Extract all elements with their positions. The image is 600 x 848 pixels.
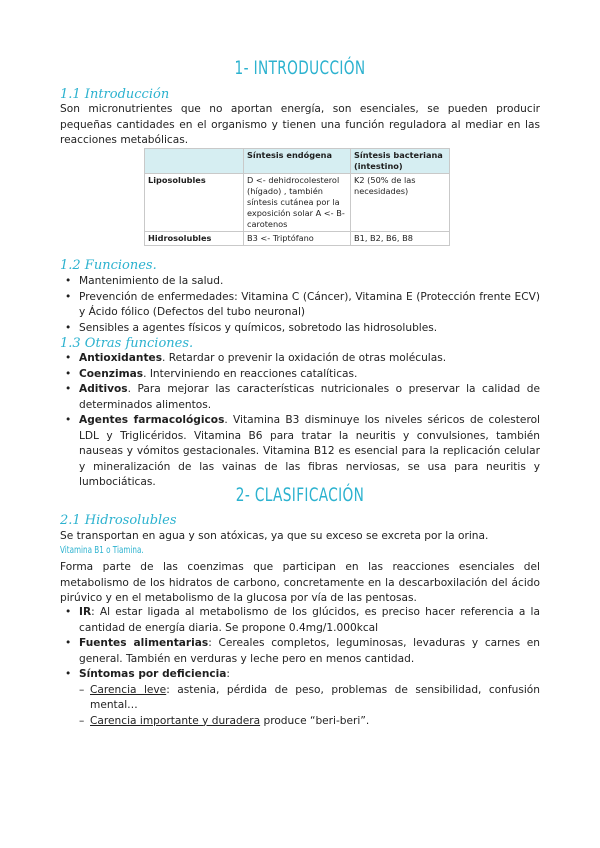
item-text: : astenia, pérdida de peso, problemas de sensibilidad, confusión mental…	[90, 683, 540, 711]
table-header-cell: Síntesis endógena	[244, 149, 351, 174]
item-term: Aditivos	[79, 383, 128, 395]
table-header-cell	[145, 149, 244, 174]
item-text: :	[226, 668, 230, 680]
table-row	[145, 174, 450, 232]
functions-heading: 1.2 Funciones.	[60, 258, 157, 273]
intro-heading: 1.1 Introducción	[60, 87, 170, 102]
hydrosoluble-heading: 2.1 Hidrosolubles	[60, 513, 177, 528]
other-functions-list	[60, 351, 540, 491]
sublist-item	[79, 714, 540, 730]
list-item	[60, 636, 540, 667]
section-2-title: 2- CLASIFICACIÓN	[235, 484, 365, 506]
table-cell: Hidrosolubles	[145, 232, 244, 246]
item-term: Coenzimas	[79, 367, 144, 380]
deficiency-sublist	[79, 683, 540, 730]
vitamin-b1-heading: Vitamina B1 o Tiamina.	[60, 545, 144, 556]
item-term: Antioxidantes	[79, 352, 163, 364]
item-term: Carencia importante y duradera	[90, 714, 261, 727]
hydrosoluble-paragraph: Se transportan en agua y son atóxicas, ya que su exceso se excreta por la orina.	[60, 530, 489, 542]
table-cell: B3 <- Triptófano	[244, 232, 351, 246]
item-term: Carencia leve	[90, 683, 167, 696]
intro-paragraph: Son micronutrientes que no aportan energía, son esenciales, se pueden producir pequeñas cantidades en el organismo y tienen una función reguladora al mediar en las reacciones metabólicas.	[60, 103, 540, 146]
item-text: . Interviniendo en reacciones catalíticas.	[143, 367, 358, 380]
list-item	[60, 667, 540, 729]
list-item	[60, 413, 540, 491]
table-header-cell: Síntesis bacteriana (intestino)	[351, 149, 450, 174]
table-cell: B1, B2, B6, B8	[351, 232, 450, 246]
table-cell: Liposolubles	[145, 174, 244, 232]
vitamin-b1-paragraph: Forma parte de las coenzimas que participan en las reacciones esenciales del metabolismo de los hidratos de carbono, concretamente en la descarboxilación del ácido pirúvico y en el metabolismo de la glucosa por vía de las pentosas.	[60, 561, 540, 604]
list-item	[60, 351, 540, 367]
sublist-item	[79, 683, 540, 714]
item-term: IR	[79, 606, 92, 618]
list-item	[60, 367, 540, 383]
item-term: Síntomas por deficiencia	[79, 668, 227, 680]
item-text: produce “beri-beri”.	[260, 714, 370, 727]
item-text: . Para mejorar las características nutricionales o preservar la calidad de determinados alimentos.	[79, 383, 540, 411]
list-item	[60, 382, 540, 413]
table-cell: K2 (50% de las necesidades)	[351, 174, 450, 232]
list-item: • Mantenimiento de la salud.	[60, 274, 540, 290]
list-item: • Prevención de enfermedades: Vitamina C (Cáncer), Vitamina E (Protección frente ECV) y Ácido fólico (Defectos del tubo neuronal)	[60, 290, 540, 321]
section-1-title: 1- INTRODUCCIÓN	[234, 57, 366, 79]
item-text: : Al estar ligada al metabolismo de los glúcidos, es preciso hacer referencia a la cantidad de energía diaria. Se propone 0.4mg/1.000kcal	[79, 606, 540, 634]
item-text: : Cereales completos, leguminosas, levaduras y carnes en general. También en verduras y leche pero en menos cantidad.	[79, 637, 541, 665]
functions-list	[60, 274, 540, 336]
table-row	[145, 232, 450, 246]
vitamin-b1-list	[60, 605, 540, 729]
item-text: . Retardar o prevenir la oxidación de otras moléculas.	[162, 352, 447, 364]
item-term: Agentes farmacológicos	[79, 414, 225, 426]
item-text: . Vitamina B3 disminuye los niveles séricos de colesterol LDL y Triglicéridos. Vitamina B6 para tratar la neuritis y convulsiones, también nauseas y vómitos gestacionales. Vitamina B12 es esencial para la replicación celular y mineralización de las vainas de las fibras nerviosas, se usa para neuritis y lumbociáticas.	[79, 414, 540, 488]
item-term: Fuentes alimentarias	[79, 637, 209, 649]
table-cell: D <- dehidrocolesterol (hígado) , también síntesis cutánea por la exposición solar A <- B-carotenos	[244, 174, 351, 232]
list-item: • Sensibles a agentes físicos y químicos, sobretodo las hidrosolubles.	[60, 321, 540, 337]
vitamin-synthesis-table	[144, 148, 450, 246]
other-functions-heading: 1.3 Otras funciones.	[60, 336, 194, 351]
list-item	[60, 605, 540, 636]
table-header-row	[145, 149, 450, 174]
